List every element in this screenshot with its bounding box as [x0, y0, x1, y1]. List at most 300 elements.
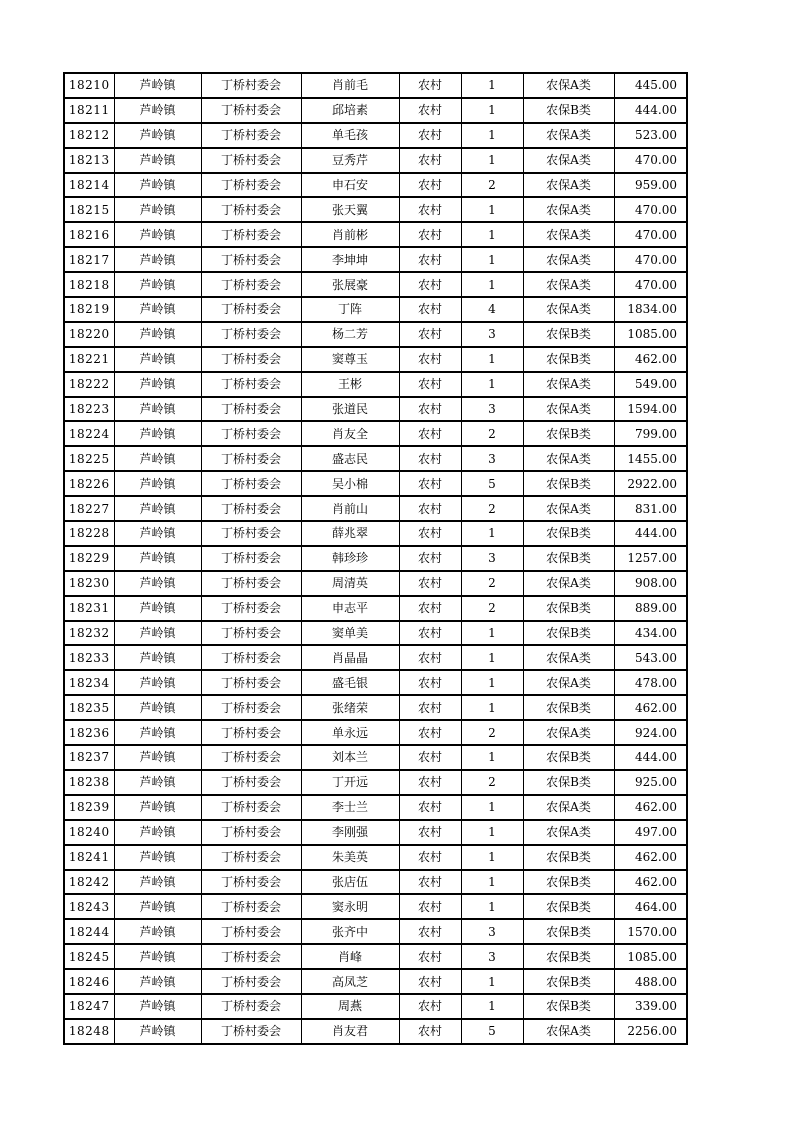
cell-insurance-category: 农保A类 — [523, 297, 614, 322]
cell-insurance-category: 农保A类 — [523, 148, 614, 173]
cell-residence-type: 农村 — [399, 645, 461, 670]
cell-village-committee: 丁桥村委会 — [201, 496, 301, 521]
cell-amount: 462.00 — [614, 695, 687, 720]
cell-town: 芦岭镇 — [114, 795, 201, 820]
cell-insurance-category: 农保B类 — [523, 322, 614, 347]
cell-amount: 2256.00 — [614, 1019, 687, 1044]
cell-village-committee: 丁桥村委会 — [201, 148, 301, 173]
cell-town: 芦岭镇 — [114, 73, 201, 98]
cell-town: 芦岭镇 — [114, 197, 201, 222]
cell-person-name: 肖前山 — [301, 496, 399, 521]
cell-village-committee: 丁桥村委会 — [201, 546, 301, 571]
cell-record-id: 18232 — [64, 621, 114, 646]
cell-insurance-category: 农保B类 — [523, 969, 614, 994]
table-row — [64, 820, 687, 845]
cell-insurance-category: 农保A类 — [523, 247, 614, 272]
cell-amount: 1085.00 — [614, 322, 687, 347]
cell-insurance-category: 农保B类 — [523, 894, 614, 919]
cell-village-committee: 丁桥村委会 — [201, 845, 301, 870]
cell-person-name: 薛兆翠 — [301, 521, 399, 546]
cell-amount: 959.00 — [614, 173, 687, 198]
table-row — [64, 969, 687, 994]
cell-town: 芦岭镇 — [114, 820, 201, 845]
cell-town: 芦岭镇 — [114, 446, 201, 471]
table-row — [64, 272, 687, 297]
cell-residence-type: 农村 — [399, 222, 461, 247]
cell-residence-type: 农村 — [399, 944, 461, 969]
cell-insurance-category: 农保A类 — [523, 720, 614, 745]
cell-residence-type: 农村 — [399, 98, 461, 123]
table-row — [64, 372, 687, 397]
cell-town: 芦岭镇 — [114, 645, 201, 670]
cell-record-id: 18241 — [64, 845, 114, 870]
table-row — [64, 222, 687, 247]
cell-insurance-category: 农保A类 — [523, 670, 614, 695]
cell-person-count: 3 — [461, 446, 523, 471]
cell-record-id: 18226 — [64, 471, 114, 496]
cell-town: 芦岭镇 — [114, 870, 201, 895]
cell-amount: 497.00 — [614, 820, 687, 845]
cell-village-committee: 丁桥村委会 — [201, 969, 301, 994]
cell-person-name: 肖前毛 — [301, 73, 399, 98]
cell-insurance-category: 农保A类 — [523, 372, 614, 397]
cell-residence-type: 农村 — [399, 421, 461, 446]
cell-village-committee: 丁桥村委会 — [201, 123, 301, 148]
cell-insurance-category: 农保B类 — [523, 770, 614, 795]
cell-person-count: 1 — [461, 272, 523, 297]
cell-person-count: 5 — [461, 471, 523, 496]
cell-record-id: 18237 — [64, 745, 114, 770]
cell-village-committee: 丁桥村委会 — [201, 720, 301, 745]
cell-person-name: 丁阵 — [301, 297, 399, 322]
cell-person-name: 单毛孩 — [301, 123, 399, 148]
cell-insurance-category: 农保B类 — [523, 845, 614, 870]
cell-insurance-category: 农保B类 — [523, 695, 614, 720]
cell-record-id: 18236 — [64, 720, 114, 745]
cell-person-name: 刘本兰 — [301, 745, 399, 770]
cell-amount: 462.00 — [614, 870, 687, 895]
cell-village-committee: 丁桥村委会 — [201, 919, 301, 944]
cell-amount: 470.00 — [614, 272, 687, 297]
table-row — [64, 98, 687, 123]
cell-residence-type: 农村 — [399, 770, 461, 795]
table-row — [64, 173, 687, 198]
table-row — [64, 1019, 687, 1044]
cell-residence-type: 农村 — [399, 1019, 461, 1044]
cell-record-id: 18235 — [64, 695, 114, 720]
cell-insurance-category: 农保B类 — [523, 546, 614, 571]
cell-town: 芦岭镇 — [114, 173, 201, 198]
cell-village-committee: 丁桥村委会 — [201, 73, 301, 98]
cell-town: 芦岭镇 — [114, 471, 201, 496]
cell-person-count: 2 — [461, 173, 523, 198]
cell-person-name: 肖友君 — [301, 1019, 399, 1044]
cell-record-id: 18234 — [64, 670, 114, 695]
cell-village-committee: 丁桥村委会 — [201, 446, 301, 471]
cell-person-count: 1 — [461, 247, 523, 272]
cell-person-count: 3 — [461, 919, 523, 944]
cell-amount: 2922.00 — [614, 471, 687, 496]
cell-amount: 549.00 — [614, 372, 687, 397]
cell-record-id: 18214 — [64, 173, 114, 198]
cell-village-committee: 丁桥村委会 — [201, 645, 301, 670]
cell-person-name: 朱美英 — [301, 845, 399, 870]
cell-amount: 434.00 — [614, 621, 687, 646]
cell-amount: 799.00 — [614, 421, 687, 446]
cell-village-committee: 丁桥村委会 — [201, 521, 301, 546]
table-row — [64, 745, 687, 770]
table-row — [64, 197, 687, 222]
cell-town: 芦岭镇 — [114, 894, 201, 919]
cell-record-id: 18238 — [64, 770, 114, 795]
cell-person-name: 肖前彬 — [301, 222, 399, 247]
cell-person-name: 豆秀芹 — [301, 148, 399, 173]
cell-insurance-category: 农保A类 — [523, 123, 614, 148]
cell-amount: 1085.00 — [614, 944, 687, 969]
cell-insurance-category: 农保B类 — [523, 944, 614, 969]
cell-insurance-category: 农保A类 — [523, 571, 614, 596]
cell-town: 芦岭镇 — [114, 1019, 201, 1044]
cell-record-id: 18247 — [64, 994, 114, 1019]
cell-town: 芦岭镇 — [114, 421, 201, 446]
cell-amount: 445.00 — [614, 73, 687, 98]
cell-person-count: 1 — [461, 695, 523, 720]
cell-insurance-category: 农保A类 — [523, 645, 614, 670]
cell-insurance-category: 农保A类 — [523, 197, 614, 222]
cell-residence-type: 农村 — [399, 919, 461, 944]
cell-person-count: 1 — [461, 795, 523, 820]
cell-amount: 543.00 — [614, 645, 687, 670]
cell-insurance-category: 农保A类 — [523, 496, 614, 521]
cell-village-committee: 丁桥村委会 — [201, 1019, 301, 1044]
cell-person-count: 2 — [461, 496, 523, 521]
cell-record-id: 18219 — [64, 297, 114, 322]
cell-town: 芦岭镇 — [114, 621, 201, 646]
cell-town: 芦岭镇 — [114, 521, 201, 546]
cell-residence-type: 农村 — [399, 123, 461, 148]
cell-village-committee: 丁桥村委会 — [201, 944, 301, 969]
cell-amount: 1834.00 — [614, 297, 687, 322]
cell-town: 芦岭镇 — [114, 272, 201, 297]
cell-town: 芦岭镇 — [114, 496, 201, 521]
cell-person-name: 李坤坤 — [301, 247, 399, 272]
cell-residence-type: 农村 — [399, 745, 461, 770]
cell-person-name: 肖峰 — [301, 944, 399, 969]
cell-person-count: 1 — [461, 123, 523, 148]
table-row — [64, 297, 687, 322]
cell-record-id: 18229 — [64, 546, 114, 571]
cell-person-count: 1 — [461, 870, 523, 895]
cell-amount: 925.00 — [614, 770, 687, 795]
table-row — [64, 571, 687, 596]
cell-town: 芦岭镇 — [114, 247, 201, 272]
cell-person-name: 高凤芝 — [301, 969, 399, 994]
cell-amount: 470.00 — [614, 222, 687, 247]
cell-residence-type: 农村 — [399, 870, 461, 895]
table-row — [64, 496, 687, 521]
cell-residence-type: 农村 — [399, 173, 461, 198]
cell-person-name: 盛志民 — [301, 446, 399, 471]
cell-village-committee: 丁桥村委会 — [201, 421, 301, 446]
cell-person-count: 1 — [461, 894, 523, 919]
cell-record-id: 18240 — [64, 820, 114, 845]
cell-person-name: 杨二芳 — [301, 322, 399, 347]
table-row — [64, 919, 687, 944]
cell-residence-type: 农村 — [399, 994, 461, 1019]
cell-person-count: 1 — [461, 148, 523, 173]
cell-person-count: 3 — [461, 397, 523, 422]
cell-village-committee: 丁桥村委会 — [201, 347, 301, 372]
cell-town: 芦岭镇 — [114, 994, 201, 1019]
cell-residence-type: 农村 — [399, 73, 461, 98]
cell-person-count: 3 — [461, 322, 523, 347]
cell-person-name: 申志平 — [301, 596, 399, 621]
cell-record-id: 18248 — [64, 1019, 114, 1044]
cell-record-id: 18245 — [64, 944, 114, 969]
cell-record-id: 18213 — [64, 148, 114, 173]
cell-village-committee: 丁桥村委会 — [201, 770, 301, 795]
cell-town: 芦岭镇 — [114, 546, 201, 571]
cell-town: 芦岭镇 — [114, 695, 201, 720]
cell-insurance-category: 农保A类 — [523, 73, 614, 98]
cell-town: 芦岭镇 — [114, 944, 201, 969]
cell-town: 芦岭镇 — [114, 596, 201, 621]
cell-amount: 470.00 — [614, 197, 687, 222]
cell-insurance-category: 农保A类 — [523, 446, 614, 471]
cell-amount: 339.00 — [614, 994, 687, 1019]
cell-residence-type: 农村 — [399, 372, 461, 397]
cell-person-count: 1 — [461, 621, 523, 646]
cell-insurance-category: 农保B类 — [523, 596, 614, 621]
cell-village-committee: 丁桥村委会 — [201, 994, 301, 1019]
cell-village-committee: 丁桥村委会 — [201, 894, 301, 919]
cell-residence-type: 农村 — [399, 521, 461, 546]
benefits-table — [63, 72, 688, 1045]
cell-record-id: 18221 — [64, 347, 114, 372]
cell-insurance-category: 农保A类 — [523, 272, 614, 297]
cell-town: 芦岭镇 — [114, 720, 201, 745]
cell-village-committee: 丁桥村委会 — [201, 372, 301, 397]
cell-village-committee: 丁桥村委会 — [201, 297, 301, 322]
cell-record-id: 18217 — [64, 247, 114, 272]
table-row — [64, 123, 687, 148]
table-row — [64, 148, 687, 173]
cell-record-id: 18242 — [64, 870, 114, 895]
cell-person-count: 1 — [461, 969, 523, 994]
cell-residence-type: 农村 — [399, 272, 461, 297]
cell-residence-type: 农村 — [399, 446, 461, 471]
cell-amount: 1594.00 — [614, 397, 687, 422]
cell-person-name: 周清英 — [301, 571, 399, 596]
cell-person-count: 2 — [461, 571, 523, 596]
cell-town: 芦岭镇 — [114, 297, 201, 322]
cell-person-name: 王彬 — [301, 372, 399, 397]
cell-residence-type: 农村 — [399, 820, 461, 845]
table-row — [64, 845, 687, 870]
cell-town: 芦岭镇 — [114, 571, 201, 596]
cell-town: 芦岭镇 — [114, 347, 201, 372]
cell-insurance-category: 农保B类 — [523, 994, 614, 1019]
cell-person-count: 2 — [461, 596, 523, 621]
cell-record-id: 18227 — [64, 496, 114, 521]
table-row — [64, 521, 687, 546]
cell-amount: 1570.00 — [614, 919, 687, 944]
cell-town: 芦岭镇 — [114, 670, 201, 695]
cell-town: 芦岭镇 — [114, 98, 201, 123]
table-row — [64, 596, 687, 621]
cell-insurance-category: 农保A类 — [523, 222, 614, 247]
cell-amount: 444.00 — [614, 98, 687, 123]
cell-amount: 462.00 — [614, 795, 687, 820]
table-row — [64, 670, 687, 695]
table-row — [64, 894, 687, 919]
cell-person-name: 张天翼 — [301, 197, 399, 222]
cell-village-committee: 丁桥村委会 — [201, 173, 301, 198]
cell-person-count: 1 — [461, 521, 523, 546]
cell-residence-type: 农村 — [399, 621, 461, 646]
cell-town: 芦岭镇 — [114, 372, 201, 397]
cell-residence-type: 农村 — [399, 720, 461, 745]
cell-village-committee: 丁桥村委会 — [201, 795, 301, 820]
cell-residence-type: 农村 — [399, 496, 461, 521]
cell-amount: 523.00 — [614, 123, 687, 148]
cell-record-id: 18225 — [64, 446, 114, 471]
cell-residence-type: 农村 — [399, 670, 461, 695]
cell-record-id: 18222 — [64, 372, 114, 397]
cell-village-committee: 丁桥村委会 — [201, 571, 301, 596]
cell-residence-type: 农村 — [399, 969, 461, 994]
cell-town: 芦岭镇 — [114, 148, 201, 173]
table-row — [64, 247, 687, 272]
cell-amount: 908.00 — [614, 571, 687, 596]
cell-amount: 1257.00 — [614, 546, 687, 571]
cell-person-name: 窦单美 — [301, 621, 399, 646]
cell-person-name: 韩珍珍 — [301, 546, 399, 571]
cell-person-name: 窦永明 — [301, 894, 399, 919]
cell-amount: 889.00 — [614, 596, 687, 621]
cell-village-committee: 丁桥村委会 — [201, 197, 301, 222]
cell-residence-type: 农村 — [399, 197, 461, 222]
cell-person-count: 3 — [461, 546, 523, 571]
cell-town: 芦岭镇 — [114, 397, 201, 422]
cell-person-name: 张店伍 — [301, 870, 399, 895]
cell-town: 芦岭镇 — [114, 745, 201, 770]
cell-village-committee: 丁桥村委会 — [201, 870, 301, 895]
cell-person-name: 张齐中 — [301, 919, 399, 944]
cell-amount: 464.00 — [614, 894, 687, 919]
cell-town: 芦岭镇 — [114, 770, 201, 795]
cell-record-id: 18244 — [64, 919, 114, 944]
cell-person-count: 1 — [461, 222, 523, 247]
cell-residence-type: 农村 — [399, 596, 461, 621]
cell-residence-type: 农村 — [399, 795, 461, 820]
cell-person-count: 1 — [461, 98, 523, 123]
cell-insurance-category: 农保B类 — [523, 347, 614, 372]
cell-insurance-category: 农保B类 — [523, 919, 614, 944]
cell-record-id: 18216 — [64, 222, 114, 247]
cell-amount: 478.00 — [614, 670, 687, 695]
cell-residence-type: 农村 — [399, 247, 461, 272]
cell-village-committee: 丁桥村委会 — [201, 247, 301, 272]
cell-amount: 488.00 — [614, 969, 687, 994]
cell-insurance-category: 农保A类 — [523, 820, 614, 845]
cell-person-count: 1 — [461, 645, 523, 670]
cell-insurance-category: 农保B类 — [523, 98, 614, 123]
cell-person-count: 1 — [461, 73, 523, 98]
cell-amount: 462.00 — [614, 845, 687, 870]
cell-person-count: 4 — [461, 297, 523, 322]
cell-residence-type: 农村 — [399, 695, 461, 720]
cell-person-count: 1 — [461, 745, 523, 770]
cell-person-count: 1 — [461, 347, 523, 372]
cell-residence-type: 农村 — [399, 322, 461, 347]
cell-record-id: 18215 — [64, 197, 114, 222]
cell-village-committee: 丁桥村委会 — [201, 670, 301, 695]
cell-village-committee: 丁桥村委会 — [201, 397, 301, 422]
cell-village-committee: 丁桥村委会 — [201, 745, 301, 770]
table-row — [64, 73, 687, 98]
table-row — [64, 546, 687, 571]
cell-insurance-category: 农保B类 — [523, 421, 614, 446]
cell-record-id: 18212 — [64, 123, 114, 148]
cell-record-id: 18231 — [64, 596, 114, 621]
cell-person-name: 李刚强 — [301, 820, 399, 845]
cell-person-name: 盛毛银 — [301, 670, 399, 695]
cell-village-committee: 丁桥村委会 — [201, 820, 301, 845]
cell-residence-type: 农村 — [399, 397, 461, 422]
cell-record-id: 18218 — [64, 272, 114, 297]
cell-village-committee: 丁桥村委会 — [201, 222, 301, 247]
cell-person-name: 张绪荣 — [301, 695, 399, 720]
table-row — [64, 347, 687, 372]
cell-person-name: 单永远 — [301, 720, 399, 745]
table-row — [64, 645, 687, 670]
cell-record-id: 18233 — [64, 645, 114, 670]
cell-residence-type: 农村 — [399, 845, 461, 870]
cell-village-committee: 丁桥村委会 — [201, 272, 301, 297]
table-row — [64, 471, 687, 496]
cell-record-id: 18239 — [64, 795, 114, 820]
cell-village-committee: 丁桥村委会 — [201, 596, 301, 621]
cell-person-count: 1 — [461, 994, 523, 1019]
cell-person-name: 李士兰 — [301, 795, 399, 820]
cell-insurance-category: 农保B类 — [523, 471, 614, 496]
cell-village-committee: 丁桥村委会 — [201, 695, 301, 720]
cell-village-committee: 丁桥村委会 — [201, 322, 301, 347]
table-row — [64, 770, 687, 795]
cell-residence-type: 农村 — [399, 148, 461, 173]
cell-record-id: 18246 — [64, 969, 114, 994]
cell-record-id: 18243 — [64, 894, 114, 919]
cell-insurance-category: 农保A类 — [523, 173, 614, 198]
cell-amount: 444.00 — [614, 521, 687, 546]
cell-insurance-category: 农保A类 — [523, 1019, 614, 1044]
cell-person-count: 1 — [461, 372, 523, 397]
cell-record-id: 18224 — [64, 421, 114, 446]
cell-person-name: 肖晶晶 — [301, 645, 399, 670]
table-row — [64, 870, 687, 895]
cell-residence-type: 农村 — [399, 347, 461, 372]
cell-insurance-category: 农保B类 — [523, 745, 614, 770]
cell-village-committee: 丁桥村委会 — [201, 98, 301, 123]
table-row — [64, 720, 687, 745]
cell-amount: 470.00 — [614, 148, 687, 173]
cell-amount: 1455.00 — [614, 446, 687, 471]
cell-residence-type: 农村 — [399, 546, 461, 571]
cell-person-count: 1 — [461, 670, 523, 695]
cell-record-id: 18223 — [64, 397, 114, 422]
cell-residence-type: 农村 — [399, 471, 461, 496]
